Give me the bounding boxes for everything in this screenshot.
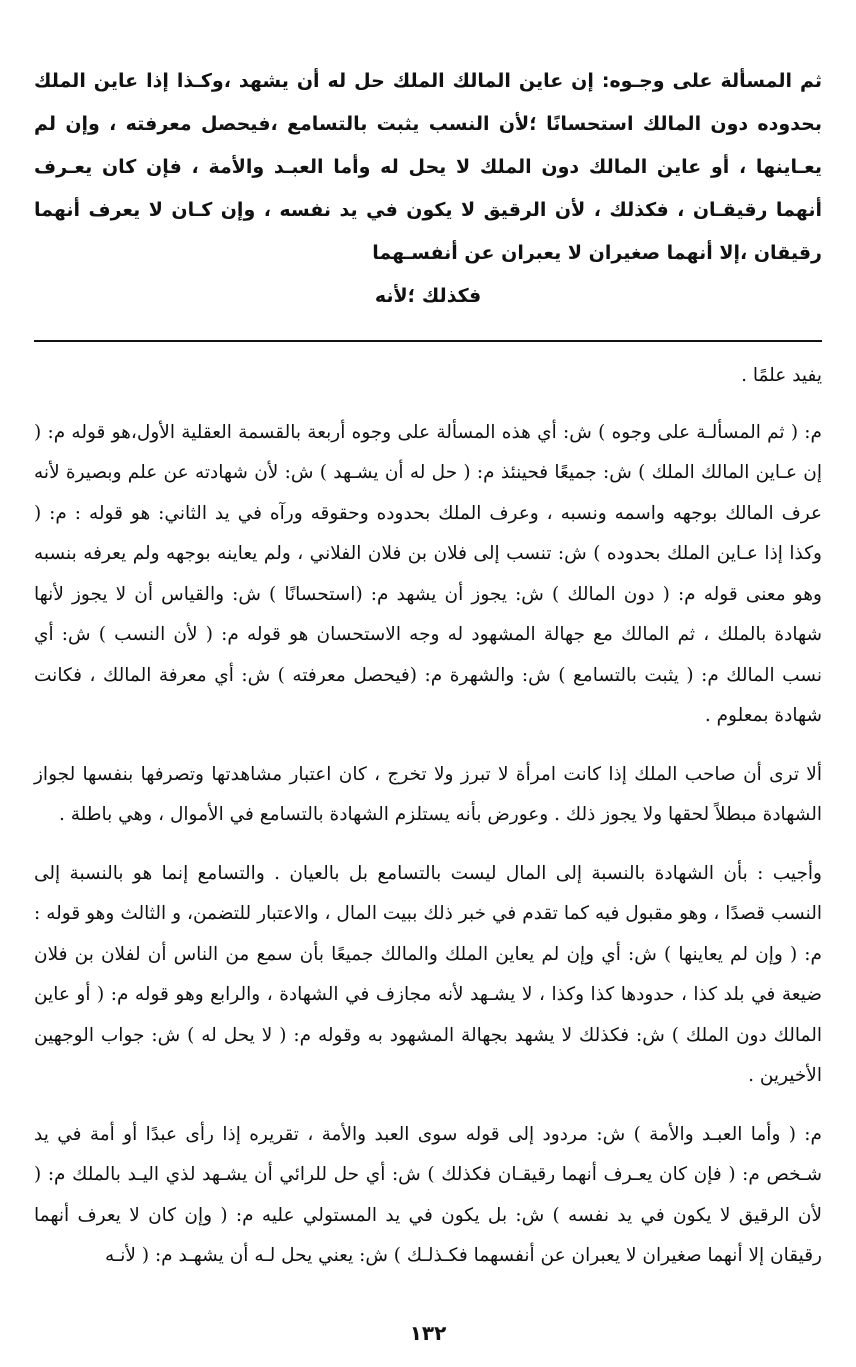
commentary-paragraph: يفيد علمًا . [741,365,822,386]
commentary-paragraph: م: ( ثم المسألـة على وجوه ) ش: أي هذه المسألة على وجوه أربعة بالقسمة العقلية الأول،هو قوله م: ( إن عـاين المالك الملك ) ش: جميعًا فحينئذ م: ( حل له أن يشـهد ) ش: لأن شهادته عن علم وبصيرة لأنه عرف المالك بوجهه واسمه ونسبه ، وعرف الملك بحدوده وحقوقه ورآه في يد الثاني: هو قوله : م: ( وكذا إذا عـاين الملك بحدوده ) ش: تنسب إلى فلان بن فلان الفلاني ، ولم يعاينه بوجهه ولم يعرفه بنسبه وهو معنى قوله م: ( دون المالك ) ش: يجوز أن يشهد م: (استحسانًا ) ش: والقياس أن لا يجوز لأنها شهادة بالملك ، ثم المالك مع جهالة المشهود له وجه الاستحسان هو قوله م: ( لأن النسب ) ش: أي نسب المالك م: ( يثبت بالتسامع ) ش: والشهرة م: (فيحصل معرفته ) ش: أي معرفة المالك ، فكانت شهادة بمعلوم . [34,421,822,726]
matn-last-line: فكذلك ؛لأنه [374,285,482,307]
separator-rule [34,340,822,342]
matn-body: ثم المسألة على وجـوه: إن عاين المالك الملك حل له أن يشهد ،وكـذا إذا عاين الملك بحدوده دون المالك استحسانًا ؛لأن النسب يثبت بالتسامع ،فيحصل معرفته ، وإن لم يعـاينها ، أو عاين المالك دون الملك لا يحل له وأما العبـد والأمة ، فإن كان يعـرف أنهما رقيقـان ، فكذلك ، لأن الرقيق لا يكون في يد نفسه ، وإن كـان لا يعرف أنهما رقيقان ،إلا أنهما صغيران لا يعبران عن أنفسـهما [34,70,822,264]
page-content [34,60,822,1295]
commentary-text [34,356,822,1277]
matn-text [34,60,822,318]
page-number: ١٣٢ [409,1321,447,1345]
commentary-paragraph: وأجيب : بأن الشهادة بالنسبة إلى المال ليست بالتسامع بل بالعيان . والتسامع إنما هو بالنسبة إلى النسب قصدًا ، وهو مقبول فيه كما تقدم في خبر ذلك ببيت المال ، والاعتبار للتضمن، و الثالث وهو قوله : م: ( وإن لم يعاينها ) ش: أي وإن لم يعاين الملك والمالك جميعًا بأن سمع من الناس أن لفلان بن فلان ضيعة في بلد كذا ، حدودها كذا وكذا ، لا يشـهد لأنه مجازف في الشهادة ، والرابع وهو قوله م: ( أو عاين المالك دون الملك ) ش: فكذلك لا يشهد بجهالة المشهود به وقوله م: ( لا يحل له ) ش: جواب الوجهين الأخيرين . [34,862,822,1086]
commentary-paragraph: ألا ترى أن صاحب الملك إذا كانت امرأة لا تبرز ولا تخرج ، كان اعتبار مشاهدتها وتصرفها بنفسها لجواز الشهادة مبطلاً لحقها ولا يجوز ذلك . وعورض بأنه يستلزم الشهادة بالتسامع في الأموال ، وهي باطلة . [34,763,822,825]
commentary-paragraph: م: ( وأما العبـد والأمة ) ش: مردود إلى قوله سوى العبد والأمة ، تقريره إذا رأى عبدًا أو أمة في يد شـخص م: ( فإن كان يعـرف أنهما رقيقـان فكذلك ) ش: أي حل للرائي أن يشـهد لذي اليـد بالملك م: ( لأن الرقيق لا يكون في يد نفسه ) ش: بل يكون في يد المستولي عليه م: ( وإن كان لا يعرف أنهما رقيقان إلا أنهما صغيران لا يعبران عن أنفسهما فكـذلـك ) ش: يعني يحل لـه أن يشهـد م: ( لأنـه [34,1123,822,1266]
